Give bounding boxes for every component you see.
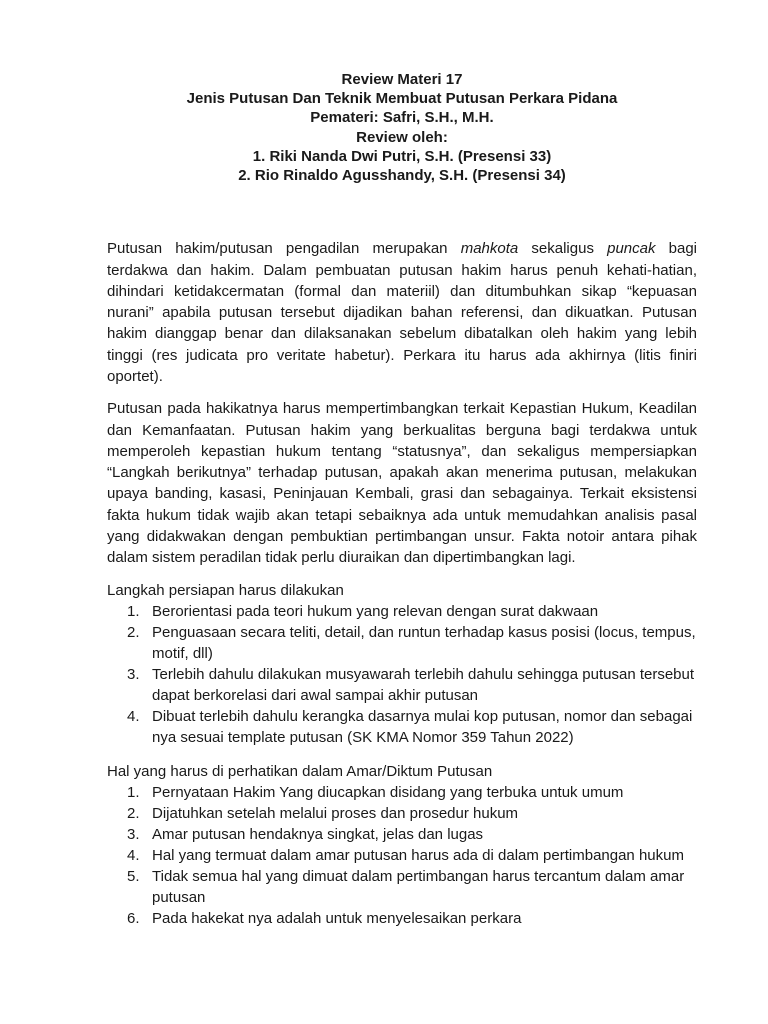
list-preparation: [107, 601, 697, 748]
list-item-number: 3.: [127, 665, 140, 683]
list-item-text: Amar putusan hendaknya singkat, jelas dan lugas: [152, 825, 484, 843]
list-item-text: Penguasaan secara teliti, detail, dan runtun terhadap kasus posisi (locus, tempus, motif, dll): [152, 623, 696, 662]
list-item: [107, 866, 697, 908]
list-item: [107, 824, 697, 845]
list-amar: [107, 782, 697, 929]
list-item-text: Dibuat terlebih dahulu kerangka dasarnya mulai kop putusan, nomor dan sebagai nya sesuai template putusan (SK KMA Nomor 359 Tahun 2022): [152, 707, 693, 746]
list-item-number: 6.: [127, 909, 140, 927]
document-header: [97, 70, 707, 185]
list-item: [107, 908, 697, 929]
paragraph-essence: Putusan pada hakikatnya harus mempertimbangkan terkait Kepastian Hukum, Keadilan dan Kemanfaatan. Putusan hakim yang berkualitas berguna bagi terdakwa untuk memperoleh kepastian hukum tentang “statusnya”, dan sekaligus mempersiapkan “Langkah berikutnya” terhadap putusan, apakah akan menerima putusan, melakukan upaya banding, kasasi, Peninjauan Kembali, grasi dan sebagainya. Terkait eksistensi fakta hukum tidak wajib akan tetapi sebaiknya ada untuk memudahkan analisis pasal yang didakwakan dengan pembuktian pertimbangan unsur. Fakta notoir antara pihak dalam sistem peradilan tidak perlu diuraikan dan dipertimbangkan lagi.: [107, 400, 697, 567]
list-item-text: Berorientasi pada teori hukum yang relevan dengan surat dakwaan: [152, 602, 599, 620]
list-item-number: 3.: [127, 825, 140, 843]
list-item: [107, 706, 697, 748]
header-speaker: Pemateri: Safri, S.H., M.H.: [310, 109, 494, 127]
list-item: [107, 803, 697, 824]
list-preparation-title: Langkah persiapan harus dilakukan: [107, 581, 344, 599]
list-item-text: Terlebih dahulu dilakukan musyawarah terlebih dahulu sehingga putusan tersebut dapat berkorelasi dari awal sampai akhir putusan: [152, 665, 695, 704]
paragraph-intro: [107, 238, 697, 387]
list-item-number: 4.: [127, 707, 140, 725]
list-item-number: 2.: [127, 804, 140, 822]
paragraph-intro-emphasis-mahkota: mahkota: [460, 240, 519, 258]
list-item: [107, 782, 697, 803]
list-item-number: 4.: [127, 846, 140, 864]
paragraph-intro-emphasis-puncak: puncak: [607, 240, 656, 258]
header-reviewer-2: 2. Rio Rinaldo Agusshandy, S.H. (Presensi 34): [238, 167, 566, 185]
header-title: Review Materi 17: [341, 71, 463, 88]
header-reviewed-by: Review oleh:: [356, 128, 448, 146]
list-item-number: 1.: [127, 602, 140, 620]
list-item: [107, 622, 697, 664]
list-item-number: 2.: [127, 623, 140, 641]
list-item-text: Tidak semua hal yang dimuat dalam pertimbangan harus tercantum dalam amar putusan: [152, 867, 685, 906]
paragraph-intro-text-a: Putusan hakim/putusan pengadilan merupakan: [107, 240, 461, 258]
paragraph-intro-text-c: bagi terdakwa dan hakim. Dalam pembuatan putusan hakim harus penuh kehati-hatian, dihindari ketidakcermatan (formal dan materiil) dan ditumbuhkan sikap “kepuasan nurani” apabila putusan tersebut dijadikan bahan referensi, dan dikuatkan. Putusan hakim dianggap benar dan dilaksanakan sebelum dibatalkan oleh hakim yang lebih tinggi (res judicata pro veritate habetur). Perkara itu harus ada akhirnya (litis finiri oportet).: [107, 240, 698, 385]
paragraph-intro-text-b: sekaligus: [518, 240, 608, 258]
header-reviewer-1: 1. Riki Nanda Dwi Putri, S.H. (Presensi 33): [252, 147, 552, 165]
list-item-text: Pada hakekat nya adalah untuk menyelesaikan perkara: [152, 909, 522, 927]
list-item-text: Dijatuhkan setelah melalui proses dan prosedur hukum: [152, 804, 519, 822]
list-item-number: 1.: [127, 783, 140, 801]
list-item-number: 5.: [127, 867, 140, 885]
list-item-text: Pernyataan Hakim Yang diucapkan disidang yang terbuka untuk umum: [152, 783, 624, 801]
list-amar-title: Hal yang harus di perhatikan dalam Amar/Diktum Putusan: [107, 762, 493, 780]
list-item: [107, 664, 697, 706]
list-item: [107, 845, 697, 866]
list-item: [107, 601, 697, 622]
header-subject: Jenis Putusan Dan Teknik Membuat Putusan Perkara Pidana: [186, 90, 618, 108]
list-item-text: Hal yang termuat dalam amar putusan harus ada di dalam pertimbangan hukum: [152, 846, 684, 864]
document-page: [107, 70, 697, 929]
